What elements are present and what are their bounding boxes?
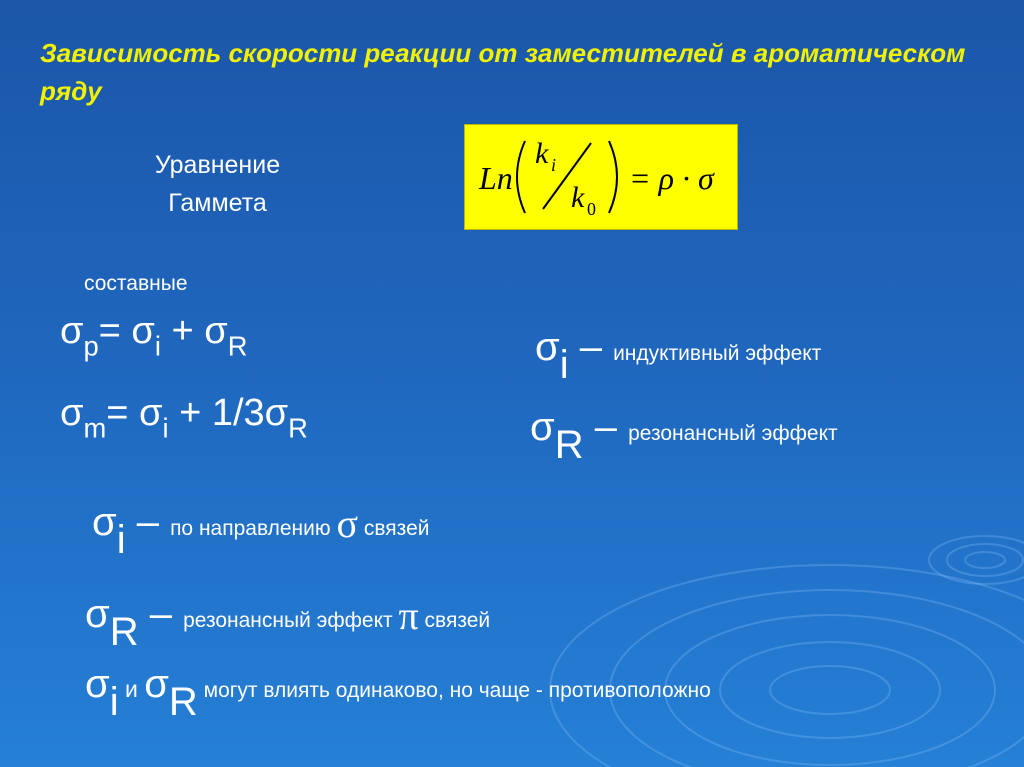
composite-label: составные <box>84 272 188 295</box>
equation-sigma-m: $\sigma_m= \sigma_i + 1/3\sigma_R$ <box>60 392 308 444</box>
line-sigma-r-resonance: σR – резонансный эффект π связей <box>85 592 491 654</box>
right-paren <box>609 141 617 213</box>
left-paren <box>517 141 525 213</box>
hammett-formula-box <box>464 124 738 230</box>
definition-sigma-i: σi – индуктивный эффект <box>535 325 822 387</box>
definition-sigma-r: σR – резонансный эффект <box>530 405 838 467</box>
equation-sigma-p: $\sigma_p= \sigma_i + \sigma_R$ <box>60 310 248 362</box>
formula-rhs: = ρ · σ <box>629 160 714 196</box>
slide-title: Зависимость скорости реакции от заместителей в ароматическом ряду <box>40 38 966 106</box>
hammett-formula <box>465 125 737 229</box>
line-sigma-influence: σi и σR могут влиять одинаково, но чаще - противоположно <box>85 662 711 724</box>
line-sigma-i-direction: σi – по направлению σ связей <box>92 500 430 562</box>
formula-k0-sub: 0 <box>587 199 596 219</box>
hammett-equation-label: Уравнение Гаммета <box>154 151 281 217</box>
formula-k0: k <box>571 181 585 214</box>
formula-ki-sub: i <box>551 155 557 175</box>
formula-ki: k <box>535 137 549 170</box>
formula-ln: Ln <box>479 160 513 196</box>
